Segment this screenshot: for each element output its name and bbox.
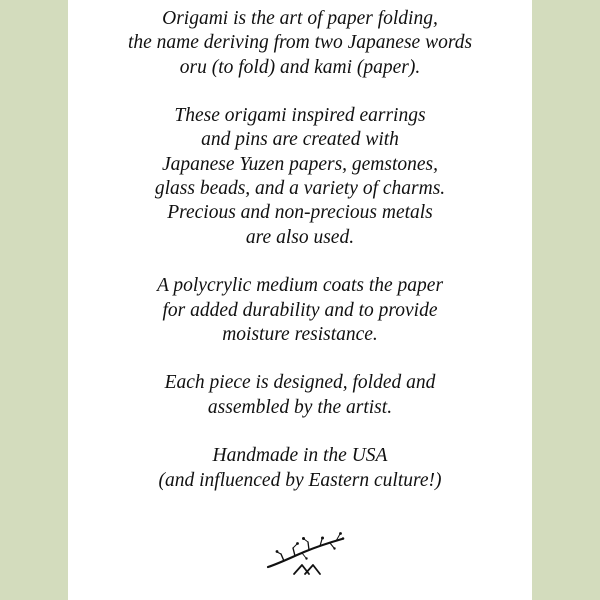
text-line: assembled by the artist. [207, 396, 393, 418]
text-line: Origami is the art of paper folding, [162, 8, 438, 29]
text-line: and pins are created with [201, 129, 399, 151]
branch-mountain-logo-icon [264, 530, 354, 576]
text-line: glass beads, and a variety of charms. [154, 178, 446, 200]
text-line: A polycrylic medium coats the paper [156, 275, 444, 297]
text-line: (and influenced by Eastern culture!) [158, 469, 442, 491]
text-line: oru (to fold) and kami (paper). [179, 56, 421, 78]
text-line: are also used. [245, 226, 355, 248]
card-text [68, 7, 532, 517]
paragraph-materials [68, 104, 532, 250]
text-line: Each piece is designed, folded and [164, 372, 436, 394]
paragraph-coating [68, 274, 532, 347]
text-line: moisture resistance. [222, 323, 378, 345]
text-line: Handmade in the USA [212, 445, 388, 467]
text-line: Japanese Yuzen papers, gemstones, [161, 153, 439, 175]
text-line: for added durability and to provide [162, 299, 438, 321]
text-line: the name deriving from two Japanese words [127, 32, 473, 54]
paragraph-handmade [68, 444, 532, 493]
text-line: These origami inspired earrings [174, 105, 426, 127]
info-card [68, 0, 532, 600]
paragraph-artist [68, 371, 532, 420]
paragraph-origami-definition [68, 7, 532, 80]
text-line: Precious and non-precious metals [167, 202, 433, 224]
